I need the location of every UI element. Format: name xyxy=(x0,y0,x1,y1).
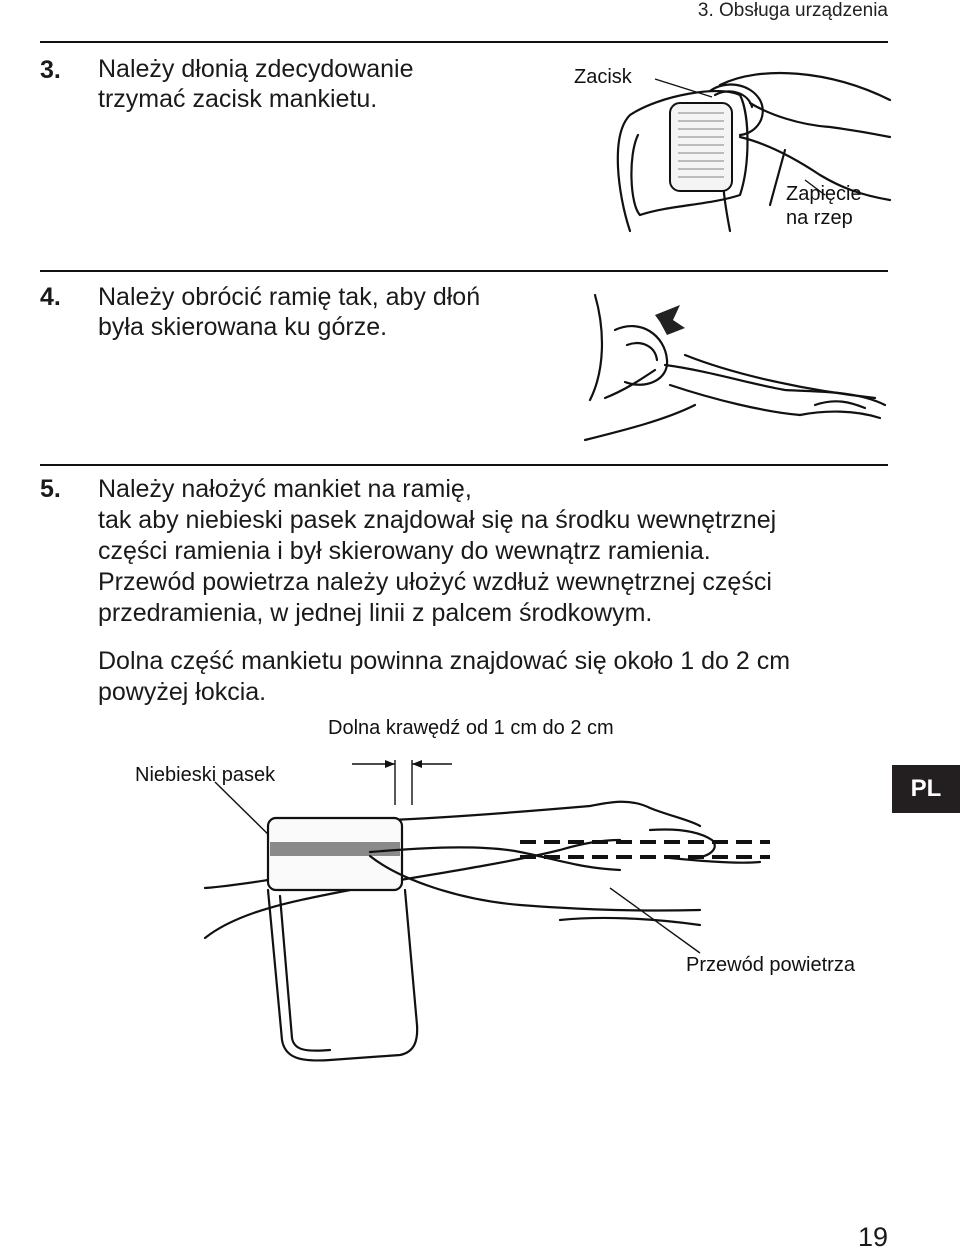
cuff-clamp-illustration xyxy=(600,55,890,235)
step-5-number: 5. xyxy=(40,475,61,503)
step-4-text xyxy=(98,282,480,342)
edge-distance-label: Dolna krawędź od 1 cm do 2 cm xyxy=(328,717,614,739)
velcro-label-line-2: na rzep xyxy=(786,207,853,229)
section-header: 3. Obsługa urządzenia xyxy=(697,0,888,21)
cuff-placement-illustration xyxy=(0,740,880,1070)
step-3-line-1: Należy dłonią zdecydowanie xyxy=(98,55,414,83)
step-4-number: 4. xyxy=(40,283,61,311)
air-tube-label: Przewód powietrza xyxy=(686,954,855,976)
step-4-line-1: Należy obrócić ramię tak, aby dłoń xyxy=(98,283,481,311)
clamp-label: Zacisk xyxy=(574,66,632,88)
language-tab: PL xyxy=(892,765,960,813)
step-5-note xyxy=(98,646,898,708)
step-5-note-line-2: powyżej łokcia. xyxy=(98,678,267,706)
step-5-text xyxy=(98,474,898,629)
step-4-line-2: była skierowana ku górze. xyxy=(98,313,388,341)
velcro-label-line-1: Zapięcie xyxy=(786,183,862,205)
divider xyxy=(40,270,888,272)
step-5-line-2: tak aby niebieski pasek znajdował się na środku wewnętrznej xyxy=(98,506,777,534)
step-3-line-2: trzymać zacisk mankietu. xyxy=(98,85,378,113)
step-3-number: 3. xyxy=(40,56,61,84)
step-5-note-line-1: Dolna część mankietu powinna znajdować się około 1 do 2 cm xyxy=(98,647,791,675)
step-5-line-3: części ramienia i był skierowany do wewnątrz ramienia. xyxy=(98,537,711,565)
blue-stripe xyxy=(270,842,400,856)
divider xyxy=(40,464,888,466)
divider xyxy=(40,41,888,43)
page-number: 19 xyxy=(857,1222,888,1252)
step-5-line-4: Przewód powietrza należy ułożyć wzdłuż wewnętrznej części xyxy=(98,568,772,596)
step-5-line-5: przedramienia, w jednej linii z palcem środkowym. xyxy=(98,599,653,627)
arm-rotation-illustration xyxy=(585,290,890,450)
step-3-text xyxy=(98,54,413,114)
step-5-line-1: Należy nałożyć mankiet na ramię, xyxy=(98,475,472,503)
blue-stripe-label: Niebieski pasek xyxy=(135,764,276,786)
